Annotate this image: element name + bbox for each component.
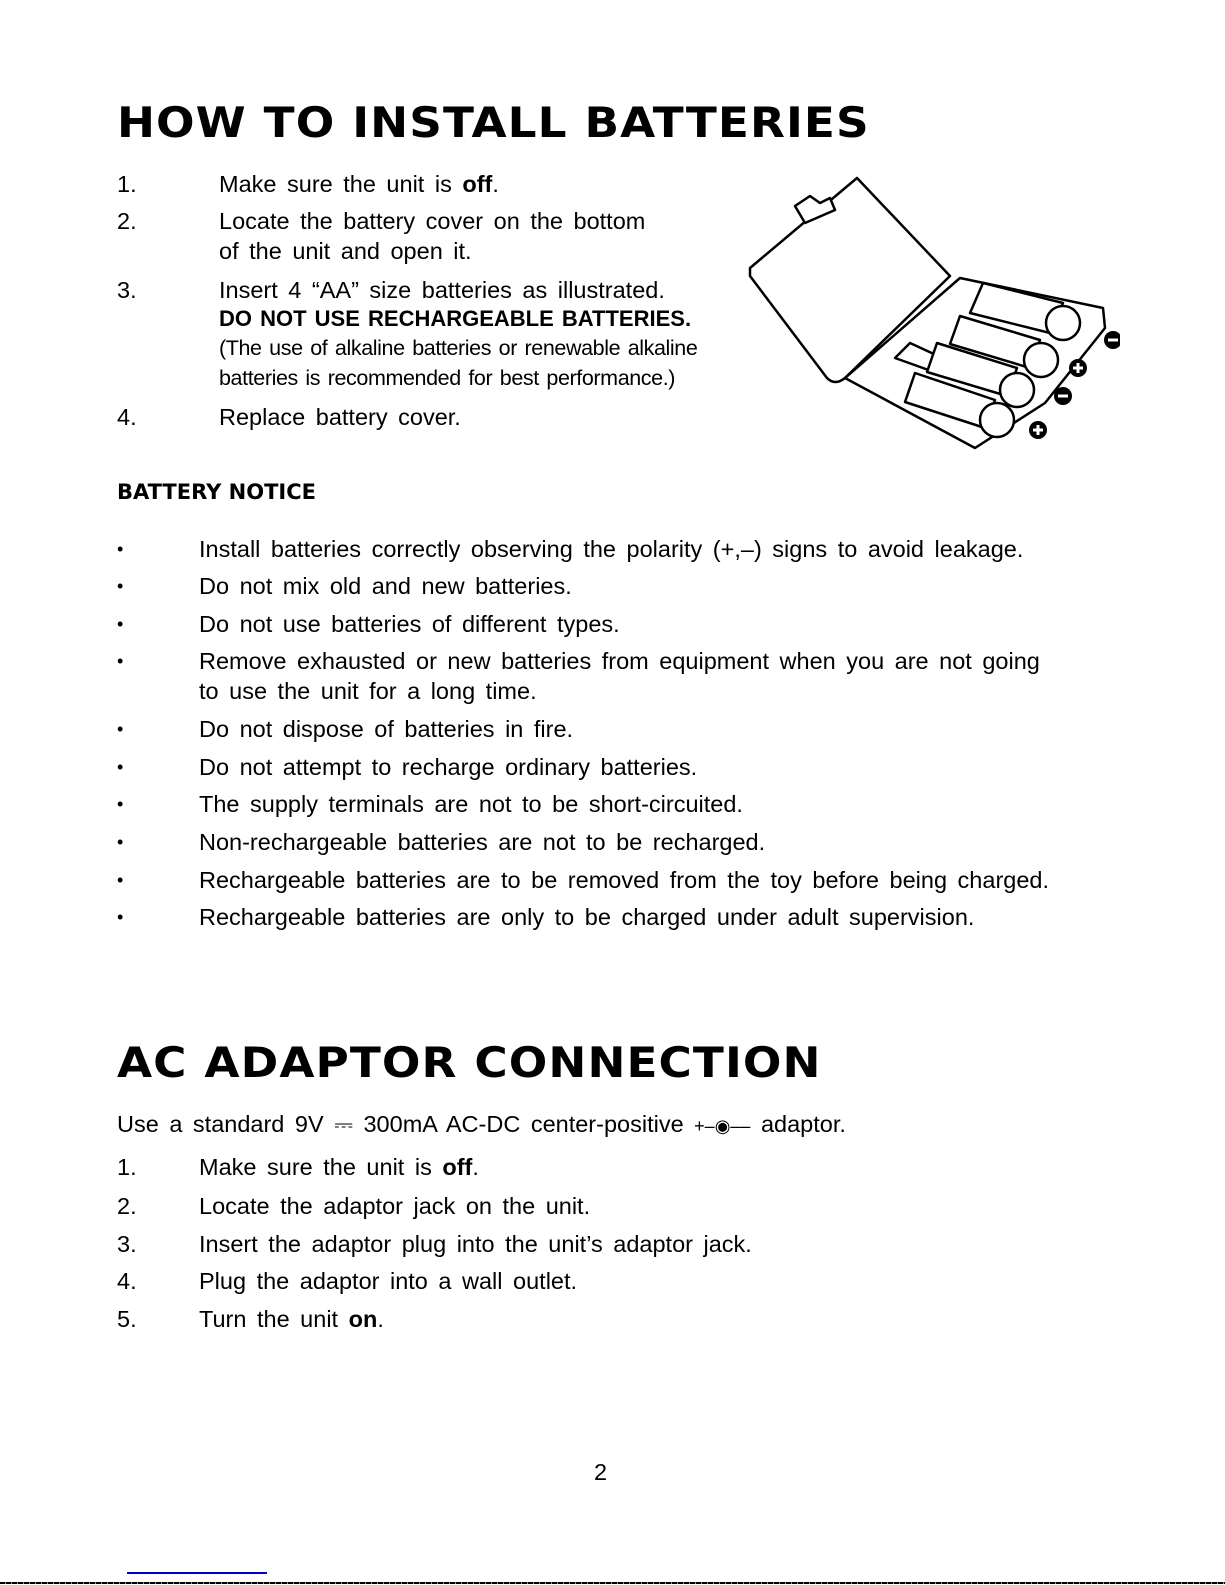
step-number: 4.: [117, 1268, 137, 1294]
step-number: 3.: [117, 277, 137, 303]
page-number: 2: [594, 1459, 608, 1485]
install-step-2: Locate the battery cover on the bottom: [219, 208, 646, 234]
bullet-icon: •: [117, 794, 124, 814]
bullet-icon: •: [117, 539, 124, 559]
list-item: Do not mix old and new batteries.: [199, 573, 572, 599]
step-number: 5.: [117, 1306, 137, 1332]
bullet-icon: •: [117, 719, 124, 739]
adaptor-step-1: Make sure the unit is off.: [199, 1154, 479, 1180]
list-item: Do not attempt to recharge ordinary batteries.: [199, 754, 698, 780]
page-bottom-edge: [0, 1582, 1225, 1584]
list-item: Remove exhausted or new batteries from equipment when you are not going: [199, 648, 1040, 674]
bullet-icon: •: [117, 757, 124, 777]
adaptor-step-2: Locate the adaptor jack on the unit.: [199, 1193, 591, 1219]
list-item-cont: to use the unit for a long time.: [199, 678, 537, 704]
list-item: The supply terminals are not to be short-circuited.: [199, 791, 743, 817]
center-positive-polarity-icon: +–◉––: [694, 1116, 751, 1136]
list-item: Do not dispose of batteries in fire.: [199, 716, 574, 742]
step-number: 3.: [117, 1231, 137, 1257]
dc-symbol-icon: ⎓: [334, 1111, 353, 1137]
install-step-2-cont: of the unit and open it.: [219, 238, 472, 264]
bullet-icon: •: [117, 576, 124, 596]
step-number: 4.: [117, 404, 137, 430]
bullet-icon: •: [117, 651, 124, 671]
install-title: HOW TO INSTALL BATTERIES: [117, 98, 870, 147]
bullet-icon: •: [117, 907, 124, 927]
list-item: Do not use batteries of different types.: [199, 611, 620, 637]
adaptor-step-5: Turn the unit on.: [199, 1306, 384, 1332]
list-item: Non-rechargeable batteries are not to be recharged.: [199, 829, 766, 855]
bullet-icon: •: [117, 832, 124, 852]
alkaline-note-cont: batteries is recommended for best performance.): [219, 366, 676, 390]
install-step-4: Replace battery cover.: [219, 404, 461, 430]
step-number: 2.: [117, 208, 137, 234]
list-item: Install batteries correctly observing the polarity (+,–) signs to avoid leakage.: [199, 536, 1024, 562]
battery-notice-title: BATTERY NOTICE: [117, 480, 316, 504]
install-step-1: Make sure the unit is off.: [219, 171, 499, 197]
battery-compartment-illustration: [745, 168, 1120, 468]
list-item: Rechargeable batteries are to be removed from the toy before being charged.: [199, 867, 1050, 893]
adaptor-step-4: Plug the adaptor into a wall outlet.: [199, 1268, 578, 1294]
adaptor-step-3: Insert the adaptor plug into the unit’s adaptor jack.: [199, 1231, 752, 1257]
adaptor-title: AC ADAPTOR CONNECTION: [117, 1038, 822, 1087]
bullet-icon: •: [117, 870, 124, 890]
rechargeable-warning: DO NOT USE RECHARGEABLE BATTERIES.: [219, 306, 692, 331]
install-step-3: Insert 4 “AA” size batteries as illustrated.: [219, 277, 665, 303]
step-number: 1.: [117, 171, 137, 197]
alkaline-note: (The use of alkaline batteries or renewable alkaline: [219, 336, 698, 360]
adaptor-intro: Use a standard 9V ⎓ 300mA AC-DC center-positive +–◉–– adaptor.: [117, 1111, 846, 1137]
step-number: 2.: [117, 1193, 137, 1219]
list-item: Rechargeable batteries are only to be charged under adult supervision.: [199, 904, 975, 930]
step-number: 1.: [117, 1154, 137, 1180]
scan-artifact-line: [127, 1572, 267, 1574]
bullet-icon: •: [117, 614, 124, 634]
